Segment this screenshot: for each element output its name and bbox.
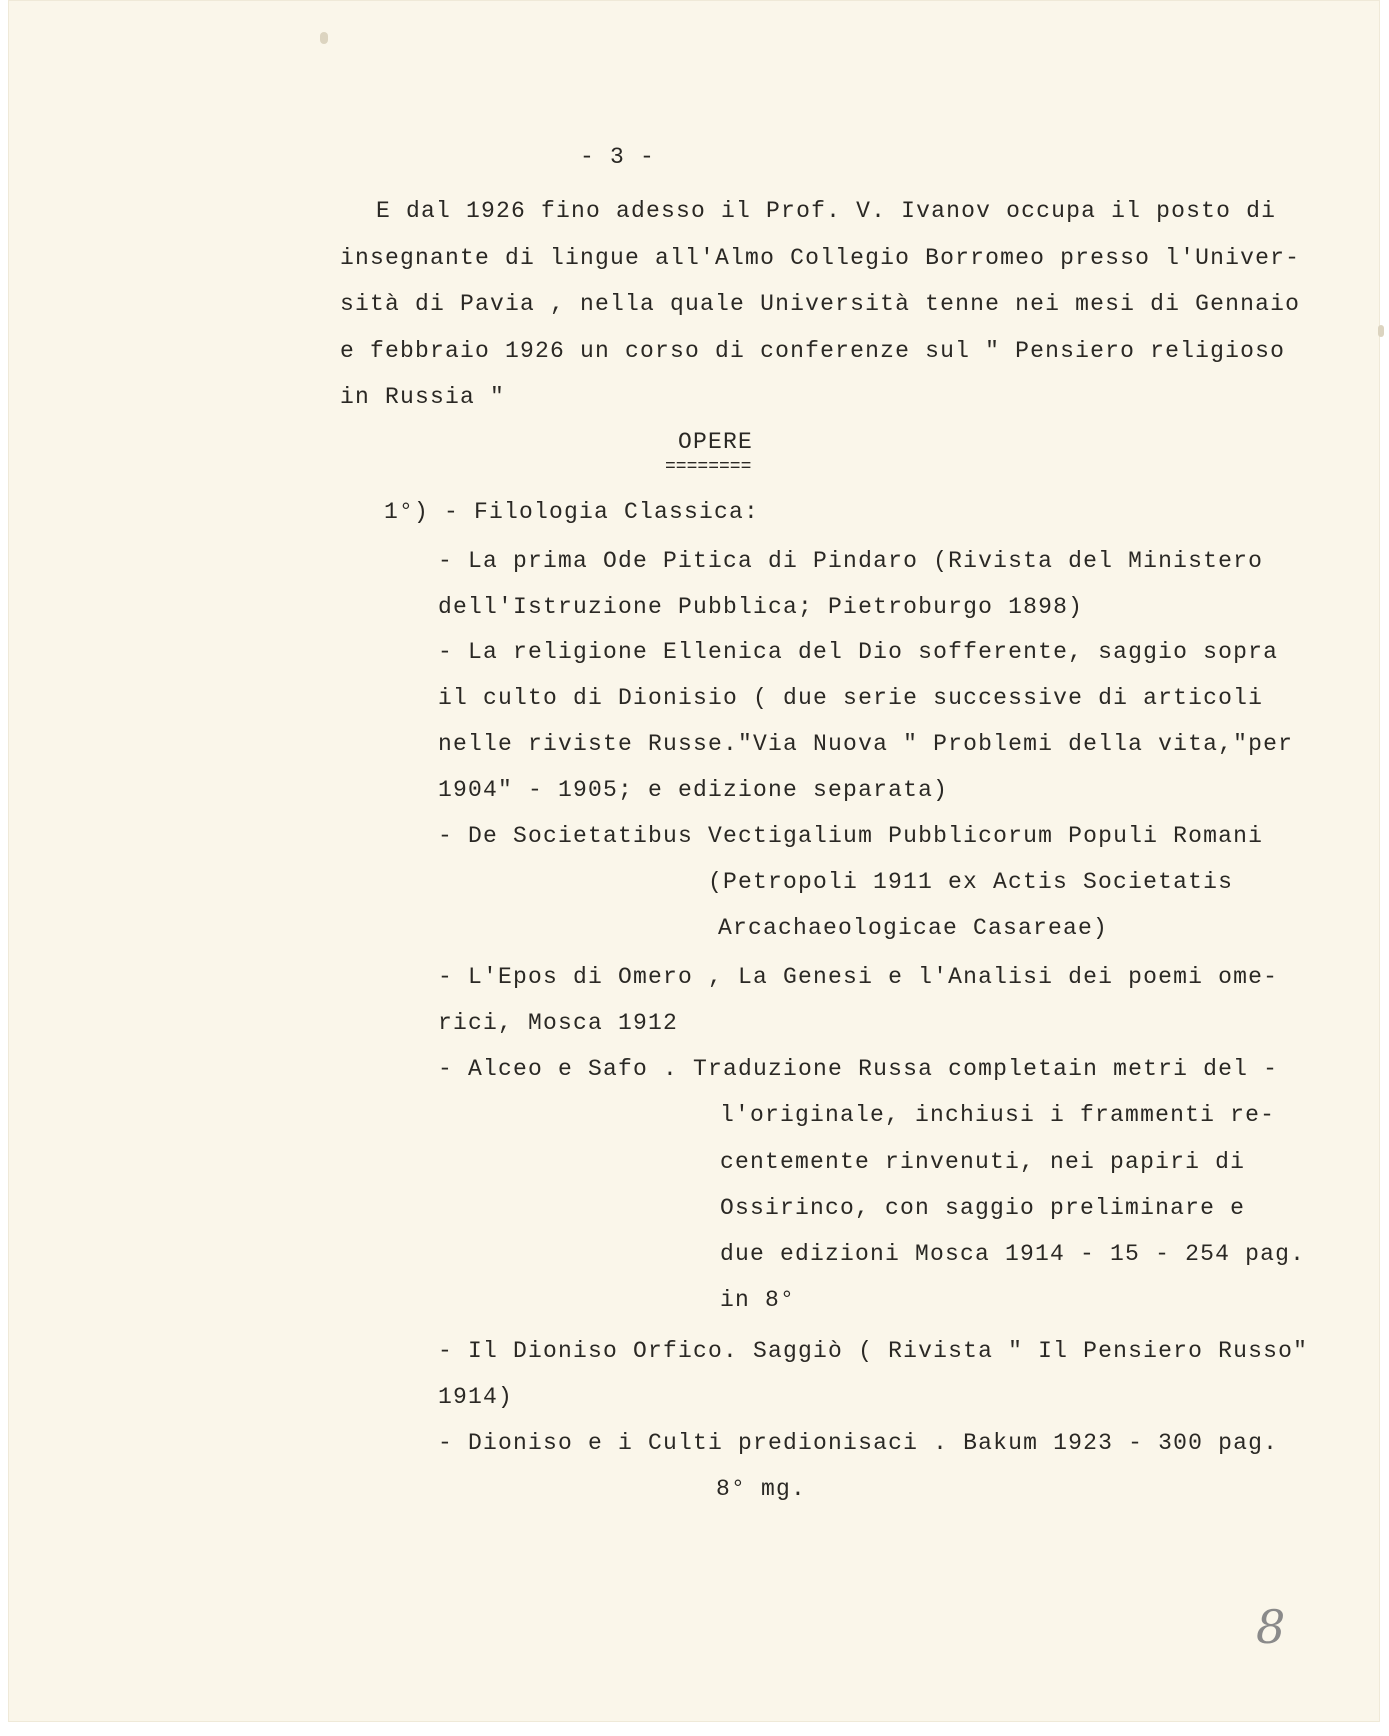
page-number: - 3 - <box>580 144 656 170</box>
paragraph-line: sità di Pavia , nella quale Università tenne nei mesi di Gennaio <box>340 291 1301 317</box>
paragraph-line: insegnante di lingue all'Almo Collegio Borromeo presso l'Univer- <box>340 245 1301 271</box>
paper-spot <box>320 32 328 44</box>
work-line: 8° mg. <box>716 1476 807 1502</box>
work-line: il culto di Dionisio ( due serie successive di articoli <box>438 685 1264 711</box>
work-line: centemente rinvenuti, nei papiri di <box>720 1149 1246 1175</box>
work-line: 1914) <box>438 1384 514 1410</box>
paragraph-line: E dal 1926 fino adesso il Prof. V. Ivanov occupa il posto di <box>376 198 1277 224</box>
work-line: dell'Istruzione Pubblica; Pietroburgo 1898) <box>438 594 1084 620</box>
work-line: - Il Dioniso Orfico. Saggiò ( Rivista " Il Pensiero Russo" <box>438 1338 1309 1364</box>
work-line: Arcachaeologicae Casareae) <box>718 915 1109 941</box>
section-underline: ======== <box>665 457 752 477</box>
work-line: - La prima Ode Pitica di Pindaro (Rivista del Ministero <box>438 548 1264 574</box>
work-line: 1904" - 1905; e edizione separata) <box>438 777 949 803</box>
section-title: OPERE <box>678 429 754 455</box>
category-heading: 1°) - Filologia Classica: <box>384 499 760 525</box>
work-line: due edizioni Mosca 1914 - 15 - 254 pag. <box>720 1241 1306 1267</box>
work-line: rici, Mosca 1912 <box>438 1010 679 1036</box>
margin-note: 8 <box>1256 1600 1286 1654</box>
document-page <box>8 0 1380 1722</box>
paragraph-line: in Russia " <box>340 384 506 410</box>
work-line: - L'Epos di Omero , La Genesi e l'Analisi dei poemi ome- <box>438 964 1279 990</box>
work-line: l'originale, inchiusi i frammenti re- <box>720 1102 1276 1128</box>
work-line: - La religione Ellenica del Dio sofferente, saggio sopra <box>438 639 1279 665</box>
work-line: nelle riviste Russe."Via Nuova " Problemi della vita,"per <box>438 731 1294 757</box>
paragraph-line: e febbraio 1926 un corso di conferenze sul " Pensiero religioso <box>340 338 1286 364</box>
work-line: (Petropoli 1911 ex Actis Societatis <box>708 869 1234 895</box>
work-line: - Dioniso e i Culti predionisaci . Bakum 1923 - 300 pag. <box>438 1430 1279 1456</box>
paper-spot <box>1378 325 1384 337</box>
work-line: - Alceo e Safo . Traduzione Russa completain metri del - <box>438 1056 1279 1082</box>
work-line: Ossirinco, con saggio preliminare e <box>720 1195 1246 1221</box>
work-line: in 8° <box>720 1287 796 1313</box>
work-line: - De Societatibus Vectigalium Pubblicorum Populi Romani <box>438 823 1264 849</box>
